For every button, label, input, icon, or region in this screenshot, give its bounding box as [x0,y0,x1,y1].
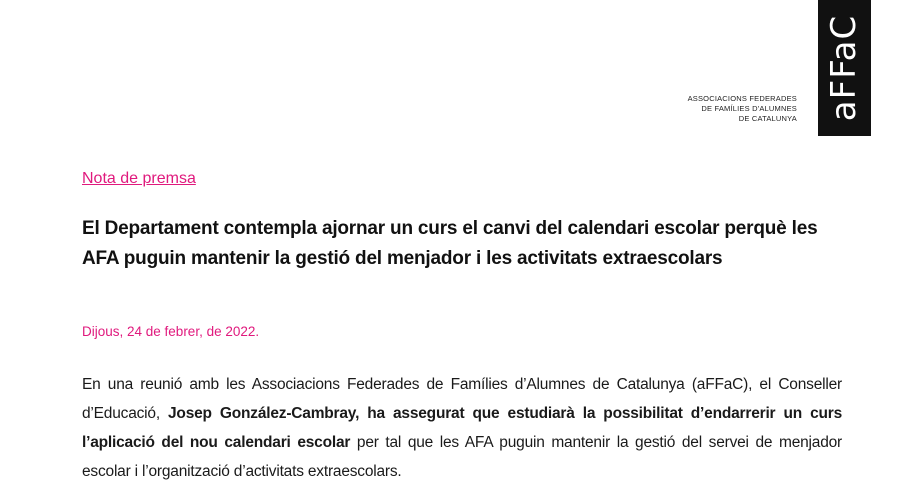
organization-name [688,94,797,124]
body-text-bold: Josep González-Cambray, ha assegurat que estudiarà la possibilitat d’endarrerir un curs l’aplicació del nou calendari escolar [82,405,843,451]
headline: El Departament contempla ajornar un curs el canvi del calendari escolar perquè les AFA puguin mantenir la gestió del menjador i les activitats extraescolars [82,218,818,269]
publication-date: Dijous, 24 de febrer, de 2022. [82,324,260,339]
body-text: En una reunió amb les Associacions Federades de Famílies d’Alumnes de Catalunya (aFFaC), el Conseller d’Educació, [82,376,842,422]
press-release-label: Nota de premsa [82,170,196,187]
logo-text: aFFaC [824,14,864,122]
body-paragraph [82,370,842,486]
org-name-line: ASSOCIACIONS FEDERADES [687,94,797,103]
affac-logo [818,0,871,136]
body-text: per tal que les AFA puguin mantenir la gestió del servei de menjador escolar i l’organització d’activitats extraescolars. [82,434,843,480]
org-name-line: DE CATALUNYA [738,114,797,123]
org-name-line: DE FAMÍLIES D'ALUMNES [701,104,797,113]
